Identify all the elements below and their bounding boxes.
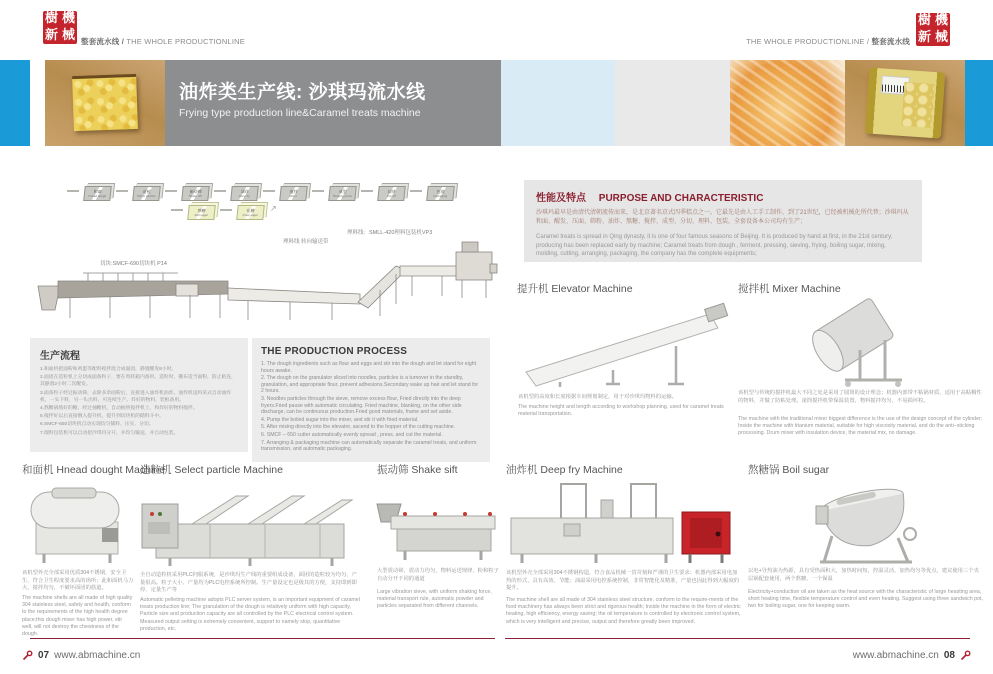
flow-box (181, 186, 210, 201)
mixer-desc-en: The machine with the traditional mixer biggest difference is the use of the design concept of the cylinder; Inside the machine with titanium material, suitable for high viscosity material, and do the anti–sticking processing. Drum mixer with insulation device, the material mix, no damage. (738, 416, 983, 437)
site-url-left[interactable]: www.abmachine.cn (54, 650, 141, 661)
flow-step-label-zh: 成型 (338, 189, 347, 194)
dough-machine-desc-en: The machine shells are all made of high quality 304 stainless steel, safety and health, conform to the requirements of the high health degree place;this dough mixer has high power, stir well, will not destroy the chewiness of the dough. (22, 595, 133, 638)
wrench-icon (22, 650, 33, 661)
elevator-machine-image (518, 296, 736, 388)
sugar-machine-desc-en: Electricity+conduction oil are taken as the heat source with the characteristic of large heasting area, short heating time, flexible temperature control and even heating. Suggest using three sandwich pot, two for boiling sugar, one for keeping warm. (748, 589, 983, 610)
flow-connector (165, 190, 177, 192)
process-step: 3. Noodles particles through the sieve, remove excess flour, Fried directly into the deep fryers.Fried pause with automatic circulating. Fried machine, blanking, on the other side discharge, can be continuous production.Fried good materials, frame and set aside. (261, 395, 462, 416)
brand-stamp-left: 樹 機 新 械 (44, 11, 75, 43)
flow-step-label-zh: 油炸 (240, 189, 249, 194)
flow-step-label-zh: 熬糖 (197, 208, 206, 213)
process-step: 4. Pump the boiled sugar into the mixer, and stir it with fried material. (261, 416, 419, 423)
process-step: 2.面团在造粒机上分切成面条粒子，要在周转箱内备用。造粒时，撒布适当面粉，防止粘连，其静置2小时二次醒发。 (40, 375, 236, 388)
fryer-machine-image (506, 476, 738, 566)
diagram-label-conveyor: 理料线 转向输送带 (283, 239, 329, 245)
elevator-desc-en: The machine height and length according to workshop planning, used for caramel treats material transportation. (518, 404, 724, 418)
packaged-product-image (865, 67, 945, 138)
flow-connector (410, 190, 422, 192)
elevator-title: 提升机 Elevator Machine (517, 283, 633, 295)
flow-step-label-zh: 切块 (387, 189, 396, 194)
footer-rule-left (30, 638, 495, 639)
flow-box-sugar (187, 205, 216, 220)
breadcrumb-left (81, 36, 245, 47)
product-photo-closeup (730, 60, 845, 146)
process-step: 5.搅拌好以后直接倒入提升机，提升到切块机的储料斗中。 (40, 414, 164, 420)
flow-step (62, 186, 111, 201)
process-flowchart (62, 186, 448, 201)
sift-machine-desc-en: Large vibration sieve, with uniform shaking force, material transport rule, automatic powder and particles separated from different channels. (377, 589, 492, 610)
process-step: 4.熬糖锅熬好的糖，经过抽糖机，自动抽到搅拌机上，和炸好的物料搅拌。 (40, 406, 198, 412)
particle-machine-image (140, 478, 358, 568)
product-photo-package (845, 60, 965, 146)
flow-connector (67, 190, 79, 192)
flow-step-label-zh: 包装 (436, 189, 445, 194)
flow-box (132, 186, 161, 201)
sugar-flowchart (166, 205, 262, 220)
flow-step-label-en: Hnead dough (88, 194, 107, 198)
production-line-diagram (28, 224, 498, 332)
flow-step-label-en: Select particle (136, 194, 156, 198)
diagram-label-cutter: 切块:SMCF-690切块机 P14 (100, 261, 167, 267)
flow-step (258, 186, 307, 201)
process-step: 6.SMCF-650切块机自动实现均匀铺料、压实、分切。 (40, 422, 154, 428)
flow-step-label-en: Evap sugar (242, 213, 259, 217)
page-number-right: 08 (943, 650, 955, 661)
flow-connector (361, 190, 373, 192)
wrench-icon (960, 650, 971, 661)
fryer-machine-desc-en: The machine shell are all made of 304 stainless steel structure, conform to the require-ments of the food machinery has always been strict and rigorous health; Inside the machine in the form of electric heating, high efficiency, energy saving; the oil temperature is controlled by electronic control system, which is very intelligent and precise, output and therefore greatly been improved. (506, 597, 741, 625)
particle-machine-desc-zh: 全自动造粒机采用PLC伺服系统，是沙琪玛生产线的重要组成设备，面团的造粒较为均匀，产量很高。粒子大小、产量均为PLC电控系统所控制。生产量设定也是极其的方便，支持即到即停、定量生产等 (140, 572, 357, 594)
particle-machine-desc-en: Automatic pelleting machine adopts PLC server system, is an important equipment of caramel treats production line; The granulation of the dough is relatively uniform with high capacity, Particle size and production capacity are all controlled by the PLC electrical control system. Measured output setting is extremely convenient, support to namely stop, quantitative production, etc. (140, 597, 360, 632)
production-process-en-box (252, 338, 490, 462)
flow-box-sugar (236, 205, 265, 220)
sugar-machine-image (790, 476, 940, 568)
mixer-machine-image (790, 292, 930, 388)
flow-step (356, 186, 405, 201)
dough-machine-title: 和面机 Hnead dought Machine (22, 464, 165, 476)
page-title-en: Frying type production line&Caramel treats machine (179, 107, 421, 119)
flow-step-label-zh: 化糖 (246, 208, 255, 213)
flow-step-label-en: Deep fry (238, 194, 251, 198)
footer-left (22, 650, 140, 661)
process-zh-list (40, 366, 238, 437)
sift-machine-desc-zh: 大型震动筛，震动力均匀，物料运送规律，粉和粒子自动分开不同的通道 (377, 568, 499, 582)
fryer-machine-desc-zh: 该机型外壳全部采用304不锈钢构造，符合食品机械一贯苛刻和严谨的卫生要求；机器内部采用电加热的形式，具有高效、节能；油温采用电控系统控制，非常智能化及精准，产量也因此得到大幅度的提升。 (506, 570, 740, 592)
flow-box (426, 186, 455, 201)
flow-box (279, 186, 308, 201)
flow-connector (263, 190, 275, 192)
flow-step-label-zh: 搅拌 (289, 189, 298, 194)
process-step: 7.理料包装机可以自动把沙琪玛分开，并均匀输送，并自动包装。 (40, 430, 179, 436)
banner-panel-lightblue (501, 60, 615, 146)
purpose-title (536, 189, 910, 204)
elevator-desc-zh: 该机型的高度和长度根据车间规划制定，用于对沙琪玛物料的运输。 (518, 394, 677, 400)
flow-step-label-en: Boil sugar (194, 213, 209, 217)
flow-step-label-en: Shake sift (188, 194, 203, 198)
sift-machine-image (375, 480, 500, 564)
sugar-machine-desc-zh: 以电+导热油为热源，具有受热面积大，加热时间短，控温灵活，加热均匀等优点，建议使用三个夹层锅配套使用，两个熬糖、一个保温 (748, 568, 979, 582)
purpose-title-en: PURPOSE AND CHARACTERISTIC (598, 193, 764, 204)
product-photo-caramel-square (45, 60, 165, 146)
flow-connector (171, 209, 183, 211)
particle-machine-title: 造粒机 Select particle Machine (140, 464, 283, 476)
title-banner (165, 60, 501, 146)
flow-connector (116, 190, 128, 192)
flow-step (215, 205, 264, 220)
flow-step-label-en: Packaging (433, 194, 448, 198)
purpose-body-en: Caramel treats is spread in Qing dynasty, it is one of four famous seasons of Beijing. It is produced by hand at first, in the 21st century, producing has been replaced early by machine; Caramel treats from dough , ferment, pressing, sieving, frying, boiling sugar, mixing, molding, cutting, arranging, packaging, the company has the complete equipments; (536, 234, 893, 257)
caramel-treat-image (72, 74, 138, 131)
flow-connector (214, 190, 226, 192)
flow-box (328, 186, 357, 201)
banner-blue-bar-left (0, 60, 30, 146)
page-number-left: 07 (38, 650, 50, 661)
flow-box (230, 186, 259, 201)
process-step: 1. The dough ingredients such as flour and eggs and stir into the dough and let stand for eight hours awake. (261, 361, 477, 374)
breadcrumb-right (746, 36, 910, 47)
flow-box (377, 186, 406, 201)
process-step: 1.和面机把面粉和鸡蛋等配料搅拌混合成面团，静置醒发8小时。 (40, 367, 177, 372)
flow-step-label-en: Mixer (289, 194, 298, 198)
footer-rule-right (505, 638, 970, 639)
flow-connector (312, 190, 324, 192)
footer-right (853, 650, 971, 661)
banner-panel-lightgray (615, 60, 730, 146)
pencil-arrow-icon: ↗ (270, 204, 277, 213)
banner-blue-bar-right (965, 60, 993, 146)
process-zh-title: 生产流程 (40, 351, 80, 362)
purpose-body-zh: 沙琪玛最早是由清代清朝流传而来，是北京著名京式四季糕点之一。它最先是由人工手工制作，到了21世纪，已经被机械化所代替；沙琪玛从 和面、醒发、压面、筛粉、油炸、熬糖、搅拌、成型、分切、理料、包装，全套设备本公司均有生产； (536, 210, 909, 225)
process-en-list (261, 361, 481, 453)
dough-machine-desc-zh: 该机型外壳全部采用优质304不锈钢，安全卫生，符合卫生程度要求高的场所；此和面机马力大，搅拌均匀，不破坏面团的筋道。 (22, 570, 134, 592)
flow-box (83, 186, 112, 201)
production-process-zh-box (30, 338, 248, 452)
fryer-machine-title: 油炸机 Deep fry Machine (506, 464, 623, 476)
process-step: 3.面条粒子经过振动筛，去除多余面粉后，直接进入油炸机油炸。油炸机送料采式自动油炸机，一头下料，另一头出料，可连续生产。炸好的物料，装框备用。 (40, 390, 232, 403)
mixer-title: 搅拌机 Mixer Machine (738, 283, 841, 295)
sift-machine-title: 振动筛 Shake sift (377, 464, 458, 476)
flow-step (209, 186, 258, 201)
flow-step-label-en: Shaping press (332, 194, 353, 198)
purpose-title-zh: 性能及特点 (536, 193, 586, 204)
process-step: 7. Arranging & packaging machine can automatically separate the caramel treats, and uniform transmission, and automatic packaging. (261, 439, 477, 453)
flow-step (307, 186, 356, 201)
brand-stamp-right: 樹 機 新 械 (917, 13, 948, 45)
breadcrumb-right-zh: 整套流水线 (871, 37, 910, 46)
sugar-machine-title: 熬糖锅 Boil sugar (748, 464, 830, 476)
page-title-zh: 油炸类生产线: 沙琪玛流水线 (179, 82, 426, 103)
flow-step (405, 186, 454, 201)
purpose-box (524, 180, 922, 262)
process-step: 6. SMCF – 650 cutter automatically evenly spread , press, and cut the material. (261, 431, 443, 438)
flow-step-label-en: Cut off (386, 194, 396, 198)
flow-connector (220, 209, 232, 211)
flow-step (160, 186, 209, 201)
dough-machine-image (22, 478, 132, 566)
diagram-label-packer: 理料线：SMLL-420理料包装机VP3 (347, 230, 433, 236)
flow-step-label-zh: 造粒 (142, 189, 151, 194)
flow-step (111, 186, 160, 201)
mixer-desc-zh: 该机型与传统的搅拌机最大不同之处是采用了圆筒的设计理念；机器内部带不粘锅材质，适用于高粘稠性的物料，并做了防粘处理。滚筒搅拌机带保温装置，物料搅拌均匀，不易损坏粒。 (738, 390, 982, 404)
flow-step (166, 205, 215, 220)
process-step: 5. After mixing directly into the elevator, ascend to the hopper of the cutting machine. (261, 424, 456, 431)
breadcrumb-left-en: THE WHOLE PRODUCTIONLINE (126, 37, 245, 46)
process-en-title: THE PRODUCTION PROCESS (261, 346, 408, 357)
flow-step-label-zh: 振动筛 (189, 189, 202, 194)
process-step: 2. The dough on the granulator sliced into noodles, particles is a turnover in the standby, granulation, and appropriate flour, prevent adhesions.Secondary wake up hair and let stand for 2 hours. (261, 375, 479, 395)
flow-step-label-zh: 和面 (93, 189, 102, 194)
breadcrumb-right-en: THE WHOLE PRODUCTIONLINE / (746, 37, 872, 46)
breadcrumb-left-zh: 整套流水线 / (81, 37, 127, 46)
site-url-right[interactable]: www.abmachine.cn (852, 650, 939, 661)
